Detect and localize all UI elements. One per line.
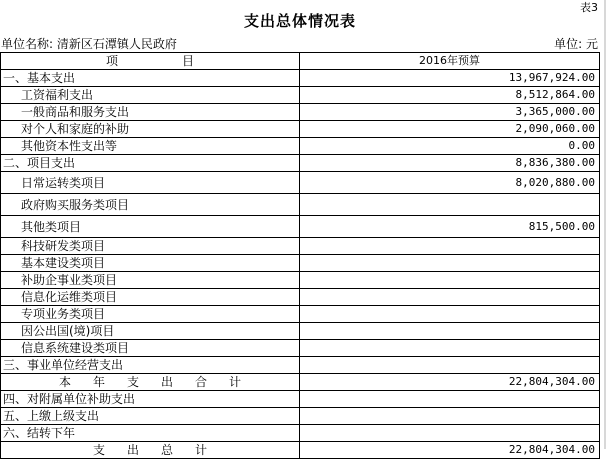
- table-row: [1, 138, 600, 155]
- table-row: [1, 289, 600, 306]
- row-name-cell[interactable]: 四、对附属单位补助支出: [1, 391, 300, 408]
- table-row: [1, 357, 600, 374]
- row-name-cell[interactable]: 因公出国(境)项目: [1, 323, 300, 340]
- table-row: [1, 121, 600, 138]
- row-amount-cell[interactable]: 0.00: [300, 138, 600, 155]
- table-row: [1, 340, 600, 357]
- table-row: [1, 408, 600, 425]
- table-row: [1, 442, 600, 459]
- row-name-cell[interactable]: 工资福利支出: [1, 87, 300, 104]
- row-amount-cell[interactable]: [300, 194, 600, 216]
- row-name-cell[interactable]: 基本建设类项目: [1, 255, 300, 272]
- table-row: [1, 425, 600, 442]
- table-row: [1, 194, 600, 216]
- row-amount-cell[interactable]: 22,804,304.00: [300, 374, 600, 391]
- expenditure-table: [0, 52, 600, 459]
- table-row: [1, 87, 600, 104]
- row-amount-cell[interactable]: 13,967,924.00: [300, 70, 600, 87]
- table-row: [1, 272, 600, 289]
- table-row: [1, 391, 600, 408]
- row-amount-cell[interactable]: 8,836,380.00: [300, 155, 600, 172]
- row-name-cell[interactable]: 其他资本性支出等: [1, 138, 300, 155]
- row-amount-cell[interactable]: [300, 357, 600, 374]
- row-name-cell[interactable]: 日常运转类项目: [1, 172, 300, 194]
- row-amount-cell[interactable]: [300, 340, 600, 357]
- row-amount-cell[interactable]: [300, 272, 600, 289]
- table-row: [1, 104, 600, 121]
- row-amount-cell[interactable]: [300, 255, 600, 272]
- header-budget-cell[interactable]: 2016年预算: [300, 53, 600, 70]
- row-name-cell[interactable]: 本年支出合计: [1, 374, 300, 391]
- unit-label: 单位: 元: [554, 37, 598, 51]
- row-amount-cell[interactable]: 815,500.00: [300, 216, 600, 238]
- table-row: [1, 306, 600, 323]
- row-name-cell[interactable]: 五、上缴上级支出: [1, 408, 300, 425]
- row-name-cell[interactable]: 科技研发类项目: [1, 238, 300, 255]
- row-name-cell[interactable]: 政府购买服务类项目: [1, 194, 300, 216]
- row-name-cell[interactable]: 一、基本支出: [1, 70, 300, 87]
- row-name-cell[interactable]: 三、事业单位经营支出: [1, 357, 300, 374]
- row-amount-cell[interactable]: [300, 238, 600, 255]
- header-item-cell[interactable]: 项目: [1, 53, 300, 70]
- row-name-cell[interactable]: 专项业务类项目: [1, 306, 300, 323]
- row-amount-cell[interactable]: [300, 323, 600, 340]
- row-amount-cell[interactable]: 8,020,880.00: [300, 172, 600, 194]
- row-amount-cell[interactable]: 3,365,000.00: [300, 104, 600, 121]
- table-row: [1, 216, 600, 238]
- table-row: [1, 374, 600, 391]
- row-name-cell[interactable]: 信息化运维类项目: [1, 289, 300, 306]
- row-name-cell[interactable]: 信息系统建设类项目: [1, 340, 300, 357]
- row-amount-cell[interactable]: [300, 425, 600, 442]
- unit-name: 单位名称: 清新区石潭镇人民政府: [1, 37, 177, 51]
- sheet-tag: 表3: [580, 1, 598, 14]
- row-name-cell[interactable]: 支出总计: [1, 442, 300, 459]
- table-row: [1, 323, 600, 340]
- table-row: [1, 155, 600, 172]
- row-amount-cell[interactable]: [300, 391, 600, 408]
- row-name-cell[interactable]: 其他类项目: [1, 216, 300, 238]
- row-amount-cell[interactable]: [300, 306, 600, 323]
- row-amount-cell[interactable]: 22,804,304.00: [300, 442, 600, 459]
- table-row: [1, 238, 600, 255]
- page-title: 支出总体情况表: [243, 12, 356, 30]
- row-amount-cell[interactable]: 8,512,864.00: [300, 87, 600, 104]
- row-name-cell[interactable]: 补助企事业类项目: [1, 272, 300, 289]
- table-row: [1, 172, 600, 194]
- table-header-row: [1, 53, 600, 70]
- row-amount-cell[interactable]: [300, 289, 600, 306]
- row-amount-cell[interactable]: [300, 408, 600, 425]
- row-name-cell[interactable]: 一般商品和服务支出: [1, 104, 300, 121]
- row-name-cell[interactable]: 对个人和家庭的补助: [1, 121, 300, 138]
- row-name-cell[interactable]: 六、结转下年: [1, 425, 300, 442]
- row-amount-cell[interactable]: 2,090,060.00: [300, 121, 600, 138]
- row-name-cell[interactable]: 二、项目支出: [1, 155, 300, 172]
- table-row: [1, 255, 600, 272]
- table-row: [1, 70, 600, 87]
